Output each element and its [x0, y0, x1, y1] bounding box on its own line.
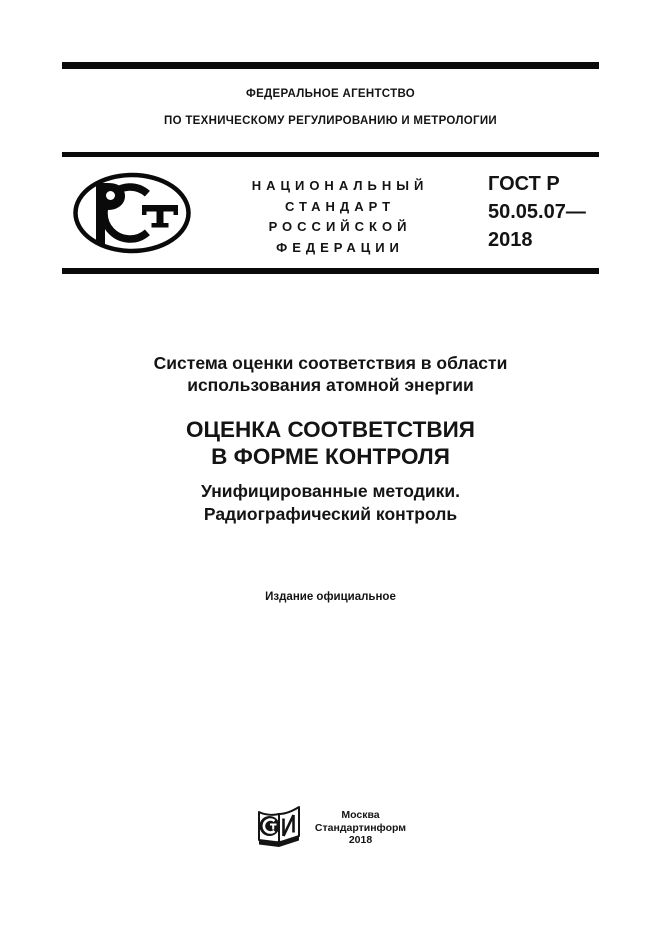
agency-line-1: ФЕДЕРАЛЬНОЕ АГЕНТСТВО [245, 88, 416, 100]
masthead-divider-rule [62, 152, 599, 157]
subtitle-line-2: Радиографический контроль [203, 504, 458, 524]
designation-line: 50.05.07— [488, 201, 586, 223]
subtitle [62, 480, 599, 526]
system-title-line-1: Система оценки соответствия в области [153, 353, 508, 373]
designation-line: 2018 [488, 229, 533, 251]
standard-type-line: РОССИЙСКОЙ [268, 219, 412, 234]
imprint-city: Москва [341, 809, 380, 822]
system-title [62, 352, 599, 396]
imprint-publisher: Стандартинформ [314, 821, 407, 834]
agency-heading [62, 88, 599, 128]
standard-designation [488, 170, 586, 254]
standard-type-line: ФЕДЕРАЦИИ [276, 239, 404, 255]
imprint [0, 806, 661, 850]
imprint-text [315, 809, 406, 847]
standard-type-heading [222, 176, 458, 258]
band-bottom-rule [62, 268, 599, 274]
standard-type-line: СТАНДАРТ [284, 198, 396, 214]
main-title-line-2: В ФОРМЕ КОНТРОЛЯ [211, 444, 450, 469]
main-title [62, 416, 599, 470]
edition-note: Издание официальное [265, 591, 396, 603]
rst-conformity-mark-icon [72, 172, 192, 254]
standartinform-logo-icon [255, 806, 303, 850]
subtitle-line-1: Унифицированные методики. [201, 481, 460, 501]
main-title-line-1: ОЦЕНКА СООТВЕТСТВИЯ [186, 417, 475, 442]
system-title-line-2: использования атомной энергии [187, 375, 474, 395]
agency-line-2: ПО ТЕХНИЧЕСКОМУ РЕГУЛИРОВАНИЮ И МЕТРОЛОГИИ [164, 115, 497, 127]
imprint-year: 2018 [348, 834, 373, 847]
top-rule [62, 62, 599, 69]
designation-line: ГОСТ Р [488, 173, 560, 195]
standard-type-line: НАЦИОНАЛЬНЫЙ [251, 178, 429, 193]
